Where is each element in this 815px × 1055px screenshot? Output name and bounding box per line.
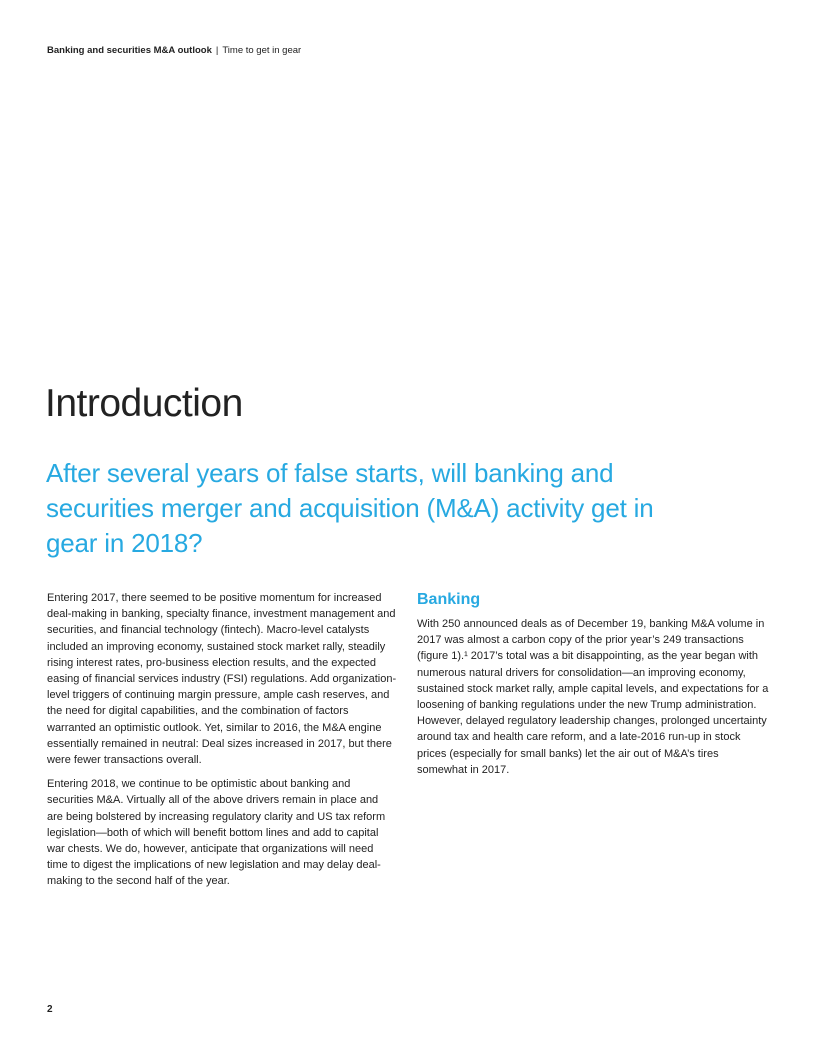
page-number: 2 (47, 1004, 53, 1015)
report-tagline: Time to get in gear (222, 45, 302, 56)
running-header (47, 45, 301, 56)
header-separator: | (215, 45, 219, 56)
page-subtitle: After several years of false starts, will banking and securities merger and acquisition (M&A) activity get in gear in 2018? (46, 458, 654, 558)
left-paragraph-1: Entering 2017, there seemed to be positive momentum for increased deal-making in banking, specialty finance, investment management and securities, and financial technology (fintech). Macro-level catalysts included an improving economy, sustained stock market rally, steadily rising interest rates, pro-business election results, and the expected easing of financial services industry (FSI) regulations. Add organization-level triggers of continuing margin pressure, ample cash reserves, and the need for digital capabilities, and the combination of factors warranted an optimistic outlook. Yet, similar to 2016, the M&A engine essentially remained in neutral: Deal sizes increased in 2017, but there were fewer transactions overall. (47, 592, 397, 767)
right-column (417, 590, 769, 786)
left-paragraph-2: Entering 2018, we continue to be optimistic about banking and securities M&A. Virtually all of the above drivers remain in place and are being bolstered by increasing regulatory clarity and US tax reform legislation—both of which will benefit bottom lines and add to capital war chests. We do, however, anticipate that organizations will need time to digest the implications of new legislation and may delay deal-making to the second half of the year. (47, 778, 386, 888)
left-column (47, 590, 397, 898)
page-title: Introduction (45, 382, 243, 425)
report-title: Banking and securities M&A outlook (47, 45, 212, 56)
right-paragraph-1: With 250 announced deals as of December 19, banking M&A volume in 2017 was almost a carbon copy of the prior year’s 249 transactions (figure 1).¹ 2017’s total was a bit disappointing, as the year began with numerous natural drivers for consolidation—an improving economy, sustained stock market rally, ample capital levels, and expectations for a loosening of banking regulations under the new Trump administration. However, delayed regulatory leadership changes, prolonged uncertainty around tax and health care reform, and a late-2016 run-up in stock prices (especially for small banks) let the air out of M&A’s tires somewhat in 2017. (417, 618, 769, 776)
section-heading-banking: Banking (417, 591, 481, 608)
